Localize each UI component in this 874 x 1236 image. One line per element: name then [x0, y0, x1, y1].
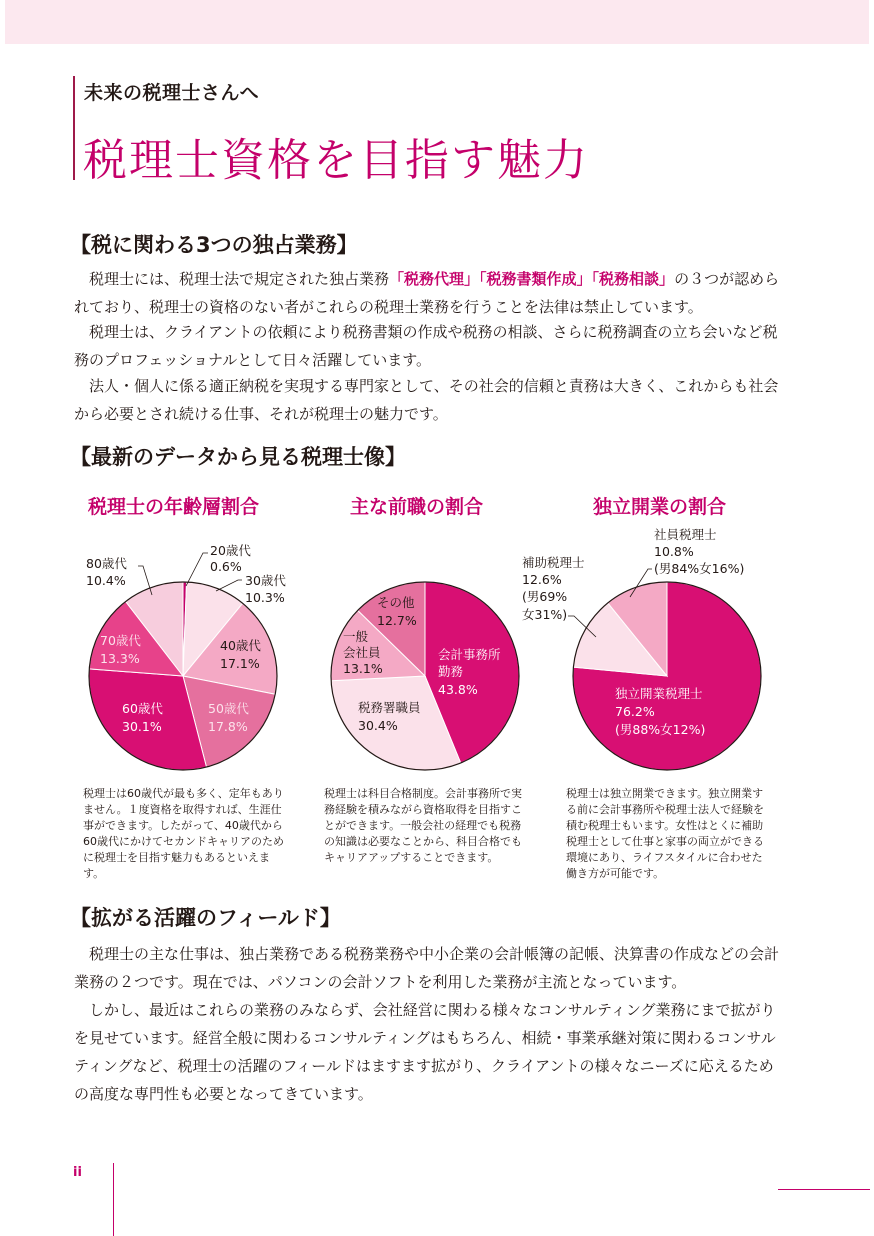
value-company-employee: 13.1% [343, 661, 383, 676]
value-assistant: 12.6% [522, 572, 562, 587]
page-number: ii [73, 1165, 82, 1180]
value-other: 12.7% [377, 613, 417, 628]
paragraph-text: 法人・個人に係る適正納税を実現する専門家として、その社会的信頼と責務は大きく、これからも社会から必要とされ続ける仕事、それが税理士の魅力です。 [74, 377, 779, 423]
paragraph-text: しかし、最近はこれらの業務のみならず、会社経営に関わる様々なコンサルティング業務にまで拡がりを見せています。経営全般に関わるコンサルティングはもちろん、相続・事業承継対策に関わるコンサルティングなど、税理士の活躍のフィールドはますます拡がり、クライアントの様々なニーズに応えるための高度な専門性も必要となってきています。 [74, 1001, 776, 1103]
label-60s: 60歳代 [122, 701, 163, 716]
chart-title-age: 税理士の年齢層割合 [88, 496, 260, 518]
footer-rule [778, 1189, 870, 1190]
label-80s: 80歳代 [86, 556, 127, 571]
pie-chart-previous-job [331, 582, 519, 770]
label-independent: 独立開業税理士 [615, 686, 703, 701]
value-employee-tax-accountant: 10.8% [654, 544, 694, 559]
note-assistant-2: 女31%) [522, 607, 568, 622]
paragraph-text: の３つが認められており、税理士の資格のない者がこれらの税理士業務を行うことを法律は禁止しています。 [74, 270, 780, 316]
highlight-tax-documents: 「税務書類作成」 [479, 270, 592, 288]
caption-age: 税理士は60歳代が最も多く、定年もありません。１度資格を取得すれば、生涯仕事ができます。したがって、40歳代から60歳代にかけてセカンドキャリアのために税理士を目指す魅力もあるといえます。 [83, 787, 284, 880]
page-title: 税理士資格を目指す魅力 [83, 135, 589, 186]
value-80s: 10.4% [86, 573, 126, 588]
chart-title-previous-job: 主な前職の割合 [350, 496, 484, 518]
paragraph [74, 996, 780, 1108]
value-independent: 76.2% [615, 704, 655, 719]
value-accounting-office: 43.8% [438, 682, 478, 697]
label-company-employee-2: 会社員 [343, 645, 381, 660]
footer-divider [113, 1163, 114, 1236]
paragraph-text: 税理士の主な仕事は、独占業務である税務業務や中小企業の会計帳簿の記帳、決算書の作成などの会計業務の２つです。現在では、パソコンの会計ソフトを利用した業務が主流となっています。 [74, 945, 780, 991]
value-50s: 17.8% [208, 719, 248, 734]
caption-previous-job: 税理士は科目合格制度。会計事務所で実務経験を積みながら資格取得を目指すことができます。一般会社の経理でも税務の知識は必要なことから、科目合格でもキャリアアップすることできます。 [324, 787, 522, 864]
label-tax-office-staff: 税務署職員 [358, 700, 421, 715]
section-heading-field: 【拡がる活躍のフィールド】 [70, 906, 341, 930]
label-company-employee-1: 一般 [343, 629, 369, 644]
pie-chart-age [89, 582, 277, 770]
value-30s: 10.3% [245, 590, 285, 605]
section-heading-exclusive-work: 【税に関わる3つの独占業務】 [70, 233, 358, 257]
label-70s: 70歳代 [100, 633, 141, 648]
section-heading-latest-data: 【最新のデータから見る税理士像】 [70, 445, 406, 469]
value-40s: 17.1% [220, 656, 260, 671]
label-40s: 40歳代 [220, 638, 261, 653]
label-50s: 50歳代 [208, 701, 249, 716]
label-accounting-office-1: 会計事務所 [438, 647, 501, 662]
note-independent: (男88%女12%) [615, 722, 706, 737]
label-other: その他 [377, 595, 415, 610]
highlight-tax-consultation: 「税務相談」 [591, 270, 675, 288]
note-employee-tax-accountant: (男84%女16%) [654, 561, 745, 576]
caption-independent: 税理士は独立開業できます。独立開業する前に会計事務所や税理士法人で経験を積む税理士もいます。女性はとくに補助税理士として仕事と家事の両立ができる環境にあり、ライフスタイルに合わせた働き方が可能です。 [566, 787, 764, 880]
value-20s: 0.6% [210, 559, 242, 574]
label-accounting-office-2: 勤務 [438, 664, 464, 679]
paragraph-text: 税理士は、クライアントの依頼により税務書類の作成や税務の相談、さらに税務調査の立ち会いなど税務のプロフェッショナルとして日々活躍しています。 [74, 323, 778, 369]
label-employee-tax-accountant: 社員税理士 [654, 527, 717, 542]
pie-chart-independent [573, 582, 761, 770]
value-tax-office-staff: 30.4% [358, 718, 398, 733]
label-20s: 20歳代 [210, 543, 251, 558]
value-70s: 13.3% [100, 651, 140, 666]
page-subtitle: 未来の税理士さんへ [84, 82, 260, 104]
highlight-tax-agency: 「税務代理」 [389, 270, 480, 288]
paragraph [74, 940, 780, 996]
chart-title-independent: 独立開業の割合 [593, 496, 727, 518]
paragraph-text: 税理士には、税理士法で規定された独占業務 [89, 270, 390, 288]
label-assistant: 補助税理士 [522, 555, 585, 570]
note-assistant-1: (男69% [522, 589, 568, 604]
label-30s: 30歳代 [245, 573, 286, 588]
value-60s: 30.1% [122, 719, 162, 734]
